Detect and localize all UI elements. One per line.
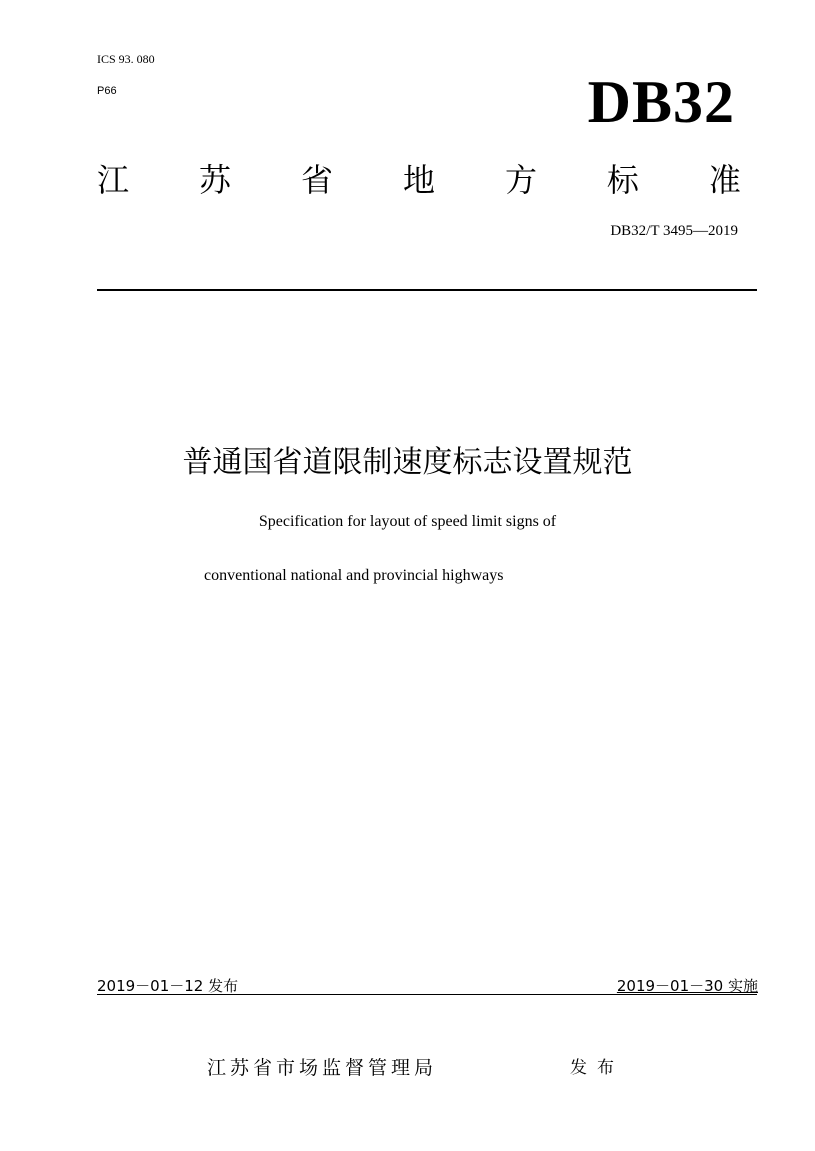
standard-type-char: 江 [97, 161, 130, 199]
issuing-authority: 江苏省市场监督管理局 [207, 1057, 438, 1079]
standard-code-logo: DB32 [587, 69, 735, 135]
standard-type-char: 准 [708, 161, 741, 199]
date-divider [97, 994, 757, 995]
document-title-chinese: 普通国省道限制速度标志设置规范 [182, 445, 633, 480]
classification-code: P66 [97, 85, 117, 97]
document-title-english-line1: Specification for layout of speed limit signs of [258, 513, 557, 530]
implementation-date: 2019－01－30 实施 [616, 977, 758, 995]
ics-code: ICS 93. 080 [97, 52, 155, 66]
standard-type-heading [97, 160, 741, 200]
standard-number: DB32/T 3495—2019 [610, 223, 738, 239]
issue-label: 发布 [570, 1058, 624, 1078]
header-divider [97, 289, 757, 291]
standard-type-char: 标 [606, 161, 639, 199]
standard-type-char: 苏 [198, 161, 231, 199]
standard-type-char: 地 [402, 161, 435, 199]
issue-date: 2019－01－12 发布 [97, 977, 239, 995]
standard-type-char: 省 [300, 161, 333, 199]
document-title-english-line2: conventional national and provincial highways [204, 567, 504, 584]
standard-type-char: 方 [504, 161, 537, 199]
